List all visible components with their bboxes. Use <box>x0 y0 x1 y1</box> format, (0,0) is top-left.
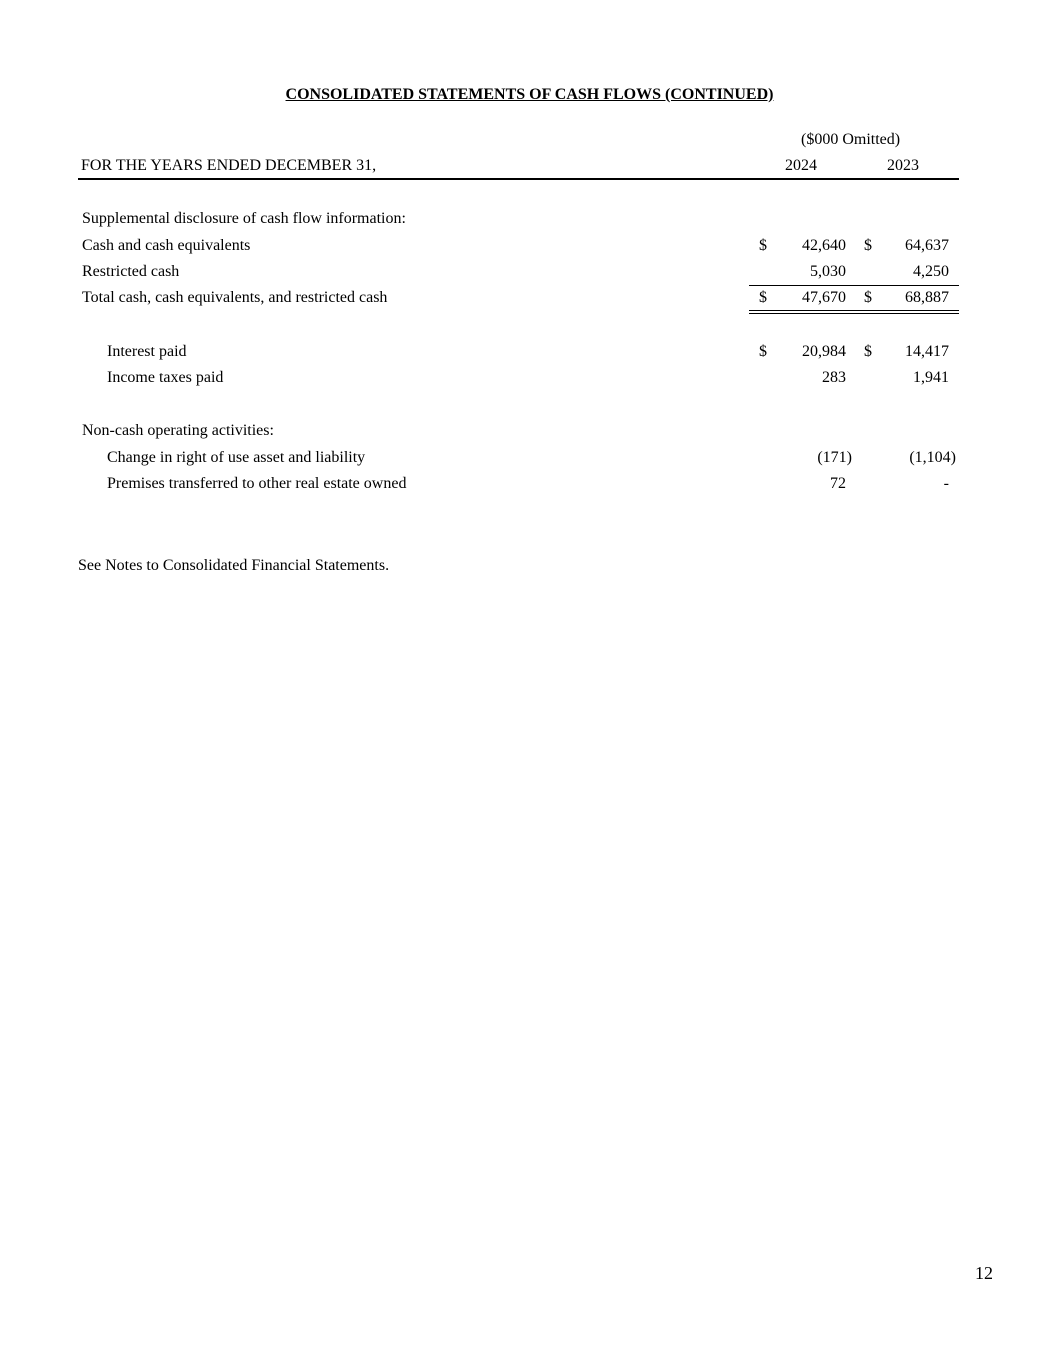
section-heading-noncash <box>78 422 959 446</box>
value-2023: (1,104) <box>909 449 956 466</box>
table-row <box>78 369 959 393</box>
value-2023: 14,417 <box>905 343 949 360</box>
table-row <box>78 237 959 261</box>
value-2023: 68,887 <box>905 289 949 306</box>
dollar-sign: $ <box>864 343 872 360</box>
value-2023: - <box>943 475 949 492</box>
year-2024-header: 2024 <box>785 157 817 174</box>
value-2023: 4,250 <box>913 263 949 280</box>
page-title: CONSOLIDATED STATEMENTS OF CASH FLOWS (CONTINUED) <box>285 86 774 103</box>
table-row <box>78 475 959 499</box>
row-label: Change in right of use asset and liability <box>107 449 366 466</box>
page-number: 12 <box>975 1263 993 1283</box>
value-2024: 283 <box>822 369 846 386</box>
value-2024: 47,670 <box>802 289 846 306</box>
units-note: ($000 Omitted) <box>801 131 901 148</box>
table-row <box>78 343 959 367</box>
row-label: Income taxes paid <box>107 369 224 386</box>
table-row <box>78 263 959 287</box>
dollar-sign: $ <box>864 237 872 254</box>
section-heading: Non-cash operating activities: <box>82 422 274 439</box>
value-2023: 1,941 <box>913 369 949 386</box>
dollar-sign: $ <box>759 343 767 360</box>
year-2023-header: 2023 <box>887 157 919 174</box>
header-label: FOR THE YEARS ENDED DECEMBER 31, <box>81 157 377 174</box>
row-label: Total cash, cash equivalents, and restricted cash <box>82 289 388 306</box>
dollar-sign: $ <box>759 289 767 306</box>
row-label: Cash and cash equivalents <box>82 237 251 254</box>
section-heading: Supplemental disclosure of cash flow information: <box>82 210 406 227</box>
total-double-rule-top <box>749 310 959 311</box>
dollar-sign: $ <box>759 237 767 254</box>
section-heading-supplemental <box>78 210 959 234</box>
row-label: Premises transferred to other real estate owned <box>107 475 407 492</box>
table-row <box>78 449 959 473</box>
footnote: See Notes to Consolidated Financial Statements. <box>78 557 390 574</box>
table-header <box>78 157 959 180</box>
row-label: Restricted cash <box>82 263 180 280</box>
value-2024: (171) <box>817 449 852 466</box>
total-double-rule-bottom <box>749 313 959 314</box>
row-label: Interest paid <box>107 343 187 360</box>
value-2024: 20,984 <box>802 343 846 360</box>
value-2023: 64,637 <box>905 237 949 254</box>
value-2024: 5,030 <box>810 263 846 280</box>
value-2024: 72 <box>830 475 846 492</box>
dollar-sign: $ <box>864 289 872 306</box>
subtotal-rule <box>749 285 959 286</box>
value-2024: 42,640 <box>802 237 846 254</box>
